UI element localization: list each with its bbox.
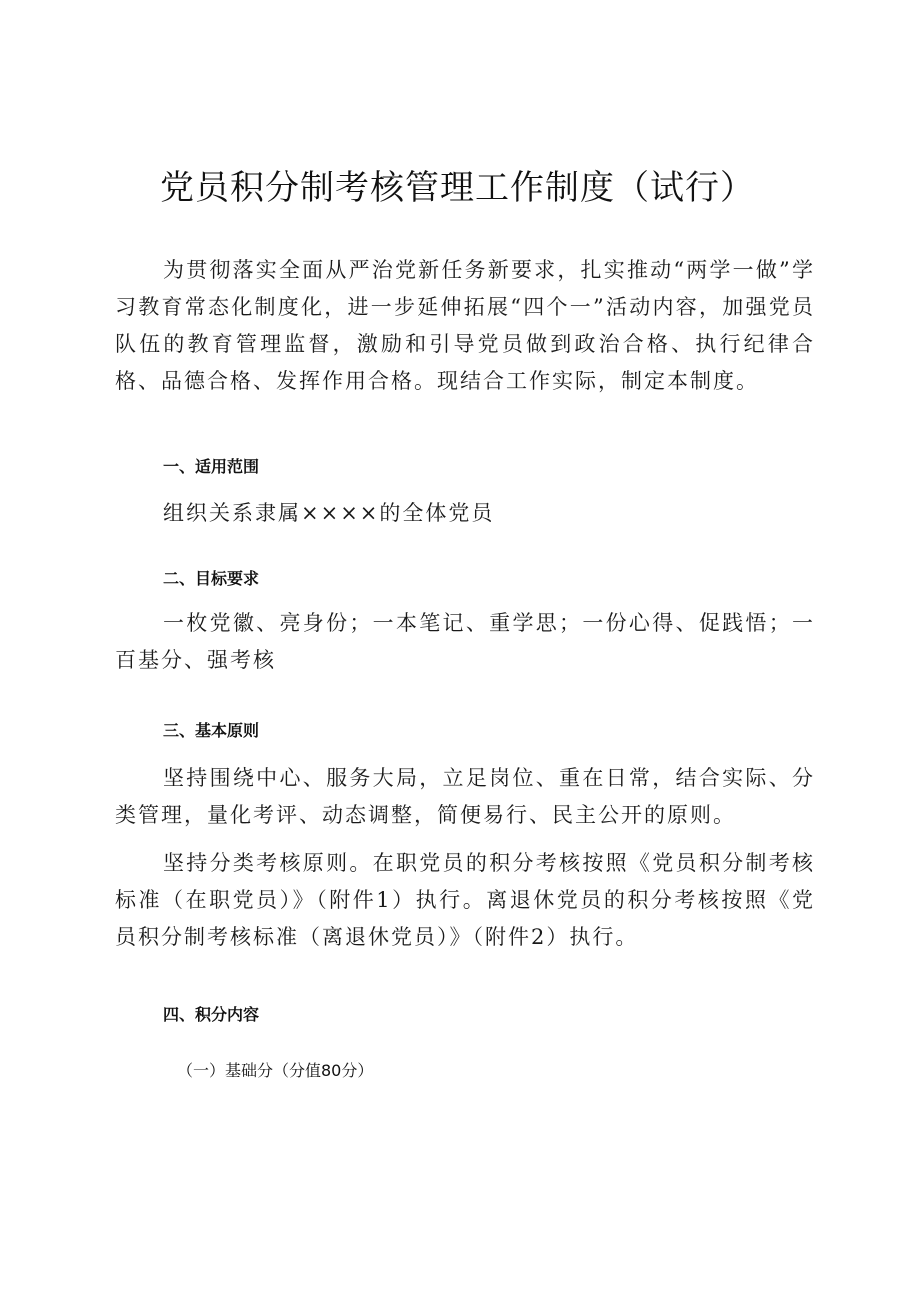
- section-heading-scope: 一、适用范围: [163, 457, 260, 476]
- subsection-heading-basic-score: （一）基础分（分值80分）: [177, 1061, 374, 1080]
- section-heading-content: 四、积分内容: [163, 1005, 260, 1024]
- section-heading-goals: 二、目标要求: [163, 569, 260, 588]
- principles-paragraph-2: 坚持分类考核原则。在职党员的积分考核按照《党员积分制考核标准（在职党员）》（附件1）执行。离退休党员的积分考核按照《党员积分制考核标准（离退休党员）》（附件2）执行。: [115, 851, 815, 949]
- goals-paragraph: 一枚党徽、亮身份；一本笔记、重学思；一份心得、促践悟；一百基分、强考核: [115, 611, 815, 672]
- document-title: 党员积分制考核管理工作制度（试行）: [160, 168, 755, 208]
- intro-paragraph: 为贯彻落实全面从严治党新任务新要求，扎实推动“两学一做”学习教育常态化制度化，进一步延伸拓展“四个一”活动内容，加强党员队伍的教育管理监督，激励和引导党员做到政治合格、执行纪律合格、品德合格、发挥作用合格。现结合工作实际，制定本制度。: [115, 258, 815, 393]
- section-heading-principles: 三、基本原则: [163, 721, 260, 740]
- principles-paragraph-1: 坚持围绕中心、服务大局，立足岗位、重在日常，结合实际、分类管理，量化考评、动态调整，简便易行、民主公开的原则。: [115, 766, 815, 827]
- scope-paragraph: 组织关系隶属××××的全体党员: [163, 501, 495, 525]
